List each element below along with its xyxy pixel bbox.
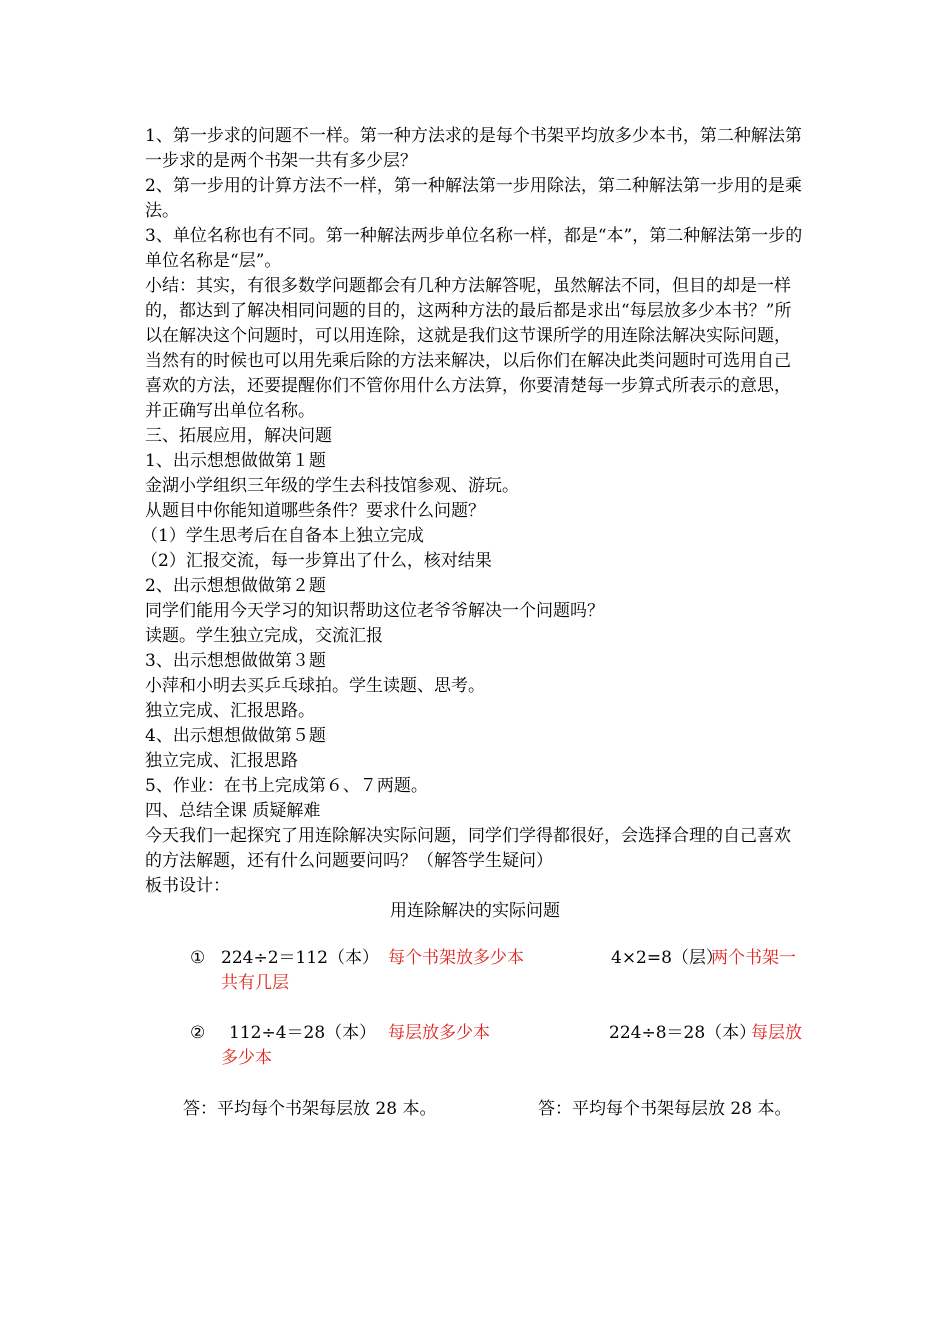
exercise-2-text: 同学们能用今天学习的知识帮助这位老爷爷解决一个问题吗？ — [145, 601, 604, 621]
exercise-1-title: 1、出示想想做做第１题 — [145, 451, 326, 471]
answer-method-2: 答：平均每个书架每层放 28 本。 — [538, 1099, 792, 1119]
row-1-equation-b: 4×2=8（层） — [611, 948, 723, 968]
comparison-point-3: 3、单位名称也有不同。第一种解法两步单位名称一样，都是“本”，第二种解法第一步的单位名称是“层”。 — [145, 226, 803, 271]
exercise-1-step-1: （1）学生思考后在自备本上独立完成 — [141, 526, 424, 546]
row-1-note-b: 两个书架一 — [711, 948, 796, 968]
exercise-3-step: 独立完成、汇报思路。 — [145, 701, 315, 721]
row-2-equation-a: 112÷4＝28（本） — [229, 1023, 377, 1043]
comparison-point-1: 1、第一步求的问题不一样。第一种方法求的是每个书架平均放多少本书，第二种解法第一步求的是两个书架一共有多少层？ — [145, 126, 802, 171]
exercise-5-step: 独立完成、汇报思路 — [145, 751, 298, 771]
exercise-3-title: 3、出示想想做做第３题 — [145, 651, 326, 671]
row-1-note-a: 每个书架放多少本 — [388, 948, 524, 968]
exercise-3-text: 小萍和小明去买乒乓球拍。学生读题、思考。 — [145, 676, 485, 696]
summary-paragraph: 小结：其实，有很多数学问题都会有几种方法解答呢，虽然解法不同，但目的却是一样的，都达到了解决相同问题的目的，这两种方法的最后都是求出“每层放多少本书？”所以在解决这个问题时，可以用连除，这就是我们这节课所学的用连除法解决实际问题，当然有的时候也可以用先乘后除的方法来解决，以后你们在解决此类问题时可选用自己喜欢的方法，还要提醒你们不管你用什么方法算，你要清楚每一步算式所表示的意思，并正确写出单位名称。 — [145, 276, 792, 421]
section-heading-summary: 四、总结全课 质疑解难 — [145, 801, 321, 821]
row-1-marker: ① — [190, 948, 206, 968]
exercise-1-question: 从题目中你能知道哪些条件？要求什么问题？ — [145, 501, 485, 521]
closing-paragraph: 今天我们一起探究了用连除解决实际问题，同学们学得都很好，会选择合理的自己喜欢的方法解题，还有什么问题要问吗？（解答学生疑问） — [145, 826, 791, 871]
row-2-note-b-continued: 多少本 — [221, 1048, 272, 1068]
board-design-label: 板书设计： — [145, 876, 230, 896]
answer-method-1: 答：平均每个书架每层放 28 本。 — [183, 1099, 437, 1119]
row-1-equation-a: 224÷2＝112（本） — [221, 948, 379, 968]
row-2-note-b: 每层放 — [751, 1023, 802, 1043]
exercise-1-text: 金湖小学组织三年级的学生去科技馆参观、游玩。 — [145, 476, 519, 496]
homework-line: 5、作业：在书上完成第６、７两题。 — [145, 776, 428, 796]
exercise-5-title: 4、出示想想做做第５题 — [145, 726, 326, 746]
row-2-equation-b: 224÷8＝28（本） — [609, 1023, 757, 1043]
row-1-note-b-continued: 共有几层 — [221, 973, 289, 993]
comparison-point-2: 2、第一步用的计算方法不一样，第一种解法第一步用除法，第二种解法第一步用的是乘法。 — [145, 176, 802, 221]
board-title: 用连除解决的实际问题 — [390, 901, 560, 921]
row-2-marker: ② — [190, 1023, 206, 1043]
exercise-1-step-2: （2）汇报交流，每一步算出了什么，核对结果 — [141, 551, 492, 571]
exercise-2-title: 2、出示想想做做第２题 — [145, 576, 326, 596]
section-heading-extension: 三、拓展应用，解决问题 — [145, 426, 332, 446]
exercise-2-step: 读题。学生独立完成，交流汇报 — [145, 626, 383, 646]
row-2-note-a: 每层放多少本 — [388, 1023, 490, 1043]
